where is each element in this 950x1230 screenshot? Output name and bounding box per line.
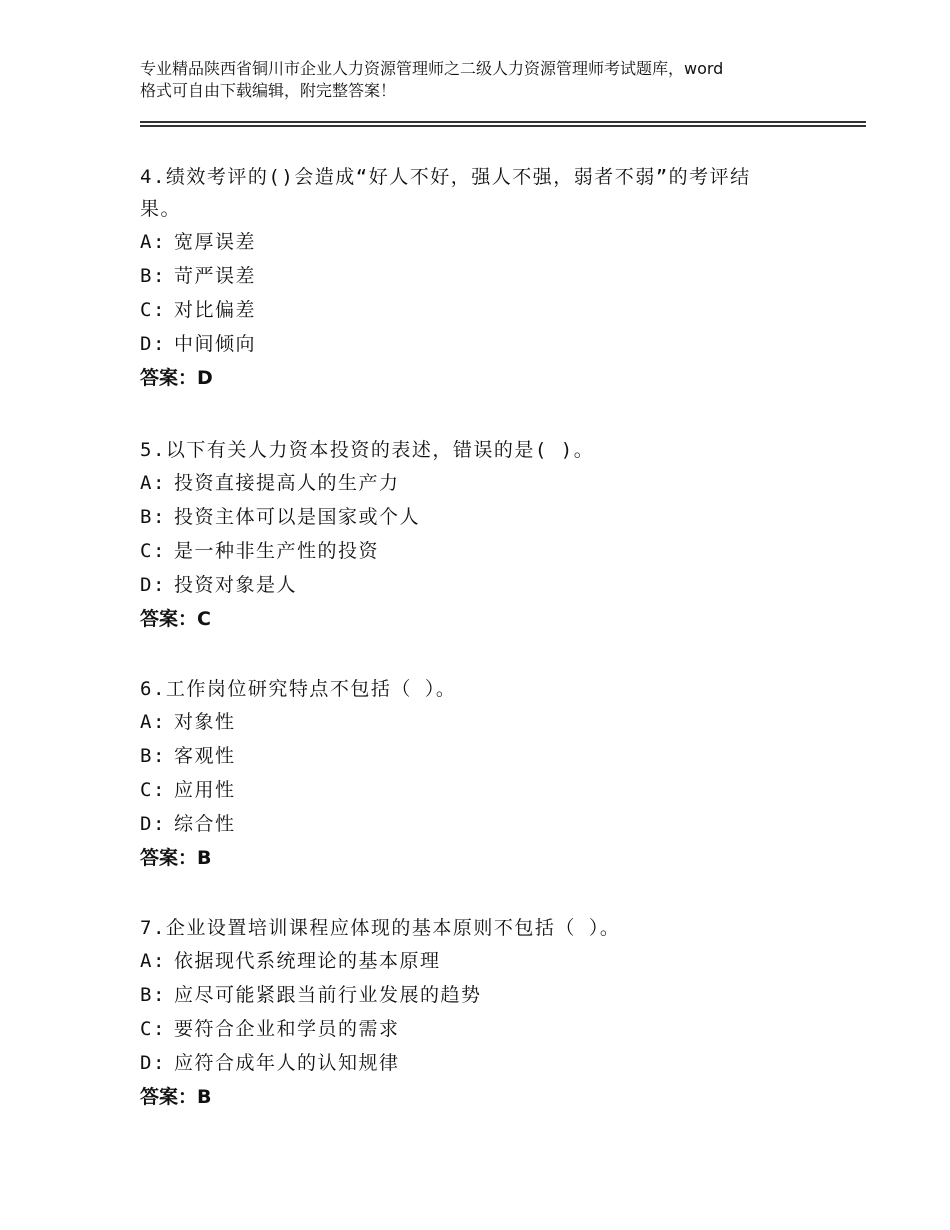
header-title-line-1: 专业精品陕西省铜川市企业人力资源管理师之二级人力资源管理师考试题库，word bbox=[140, 59, 724, 78]
option-text: 要符合企业和学员的需求 bbox=[174, 1018, 400, 1040]
option-letter: B: bbox=[140, 265, 166, 287]
question-6-option-c bbox=[140, 773, 840, 807]
question-4-stem-line-1: 4.绩效考评的()会造成“好人不好，强人不强，弱者不弱”的考评结 bbox=[140, 166, 751, 188]
question-7-option-d bbox=[140, 1046, 840, 1080]
question-4-option-d bbox=[140, 327, 840, 361]
header-divider-bottom bbox=[140, 125, 866, 127]
header-title-line-2: 格式可自由下载编辑，附完整答案！ bbox=[140, 81, 397, 100]
option-letter: C: bbox=[140, 540, 166, 562]
option-letter: D: bbox=[140, 813, 166, 835]
question-6-option-a bbox=[140, 705, 840, 739]
option-letter: B: bbox=[140, 984, 166, 1006]
option-text: 应用性 bbox=[174, 779, 236, 801]
option-letter: A: bbox=[140, 472, 166, 494]
option-text: 依据现代系统理论的基本原理 bbox=[174, 950, 441, 972]
option-text: 对象性 bbox=[174, 711, 236, 733]
question-4-option-a bbox=[140, 225, 840, 259]
header-divider-top bbox=[140, 121, 866, 123]
question-5 bbox=[140, 434, 840, 636]
question-6-option-d bbox=[140, 807, 840, 841]
question-5-option-a bbox=[140, 466, 840, 500]
option-text: 是一种非生产性的投资 bbox=[174, 540, 380, 562]
option-text: 投资对象是人 bbox=[174, 574, 298, 596]
question-5-answer: 答案：C bbox=[140, 608, 211, 630]
question-4 bbox=[140, 161, 840, 395]
option-letter: D: bbox=[140, 333, 166, 355]
question-4-option-b bbox=[140, 259, 840, 293]
option-letter: B: bbox=[140, 506, 166, 528]
option-letter: C: bbox=[140, 1018, 166, 1040]
question-6-answer: 答案：B bbox=[140, 847, 212, 869]
option-text: 应尽可能紧跟当前行业发展的趋势 bbox=[174, 984, 482, 1006]
question-7-answer: 答案：B bbox=[140, 1086, 212, 1108]
question-7-option-b bbox=[140, 978, 840, 1012]
question-7-stem: 7.企业设置培训课程应体现的基本原则不包括（ ）。 bbox=[140, 917, 621, 939]
question-5-option-b bbox=[140, 500, 840, 534]
option-text: 投资主体可以是国家或个人 bbox=[174, 506, 421, 528]
question-5-option-d bbox=[140, 568, 840, 602]
option-text: 客观性 bbox=[174, 745, 236, 767]
option-text: 应符合成年人的认知规律 bbox=[174, 1052, 400, 1074]
option-letter: B: bbox=[140, 745, 166, 767]
question-6 bbox=[140, 673, 840, 875]
question-5-option-c bbox=[140, 534, 840, 568]
question-7 bbox=[140, 912, 840, 1114]
question-5-stem: 5.以下有关人力资本投资的表述，错误的是( )。 bbox=[140, 439, 595, 461]
option-text: 综合性 bbox=[174, 813, 236, 835]
option-letter: A: bbox=[140, 231, 166, 253]
question-6-stem: 6.工作岗位研究特点不包括（ ）。 bbox=[140, 678, 457, 700]
question-7-option-a bbox=[140, 944, 840, 978]
question-7-option-c bbox=[140, 1012, 840, 1046]
option-text: 投资直接提高人的生产力 bbox=[174, 472, 400, 494]
option-text: 苛严误差 bbox=[174, 265, 257, 287]
question-4-stem-line-2: 果。 bbox=[140, 198, 182, 220]
option-letter: D: bbox=[140, 1052, 166, 1074]
question-4-option-c bbox=[140, 293, 840, 327]
option-text: 对比偏差 bbox=[174, 299, 257, 321]
question-4-answer: 答案：D bbox=[140, 367, 213, 389]
option-letter: A: bbox=[140, 950, 166, 972]
option-letter: D: bbox=[140, 574, 166, 596]
option-letter: A: bbox=[140, 711, 166, 733]
document-header bbox=[140, 58, 830, 102]
option-letter: C: bbox=[140, 299, 166, 321]
option-text: 宽厚误差 bbox=[174, 231, 257, 253]
question-6-option-b bbox=[140, 739, 840, 773]
option-text: 中间倾向 bbox=[174, 333, 257, 355]
option-letter: C: bbox=[140, 779, 166, 801]
